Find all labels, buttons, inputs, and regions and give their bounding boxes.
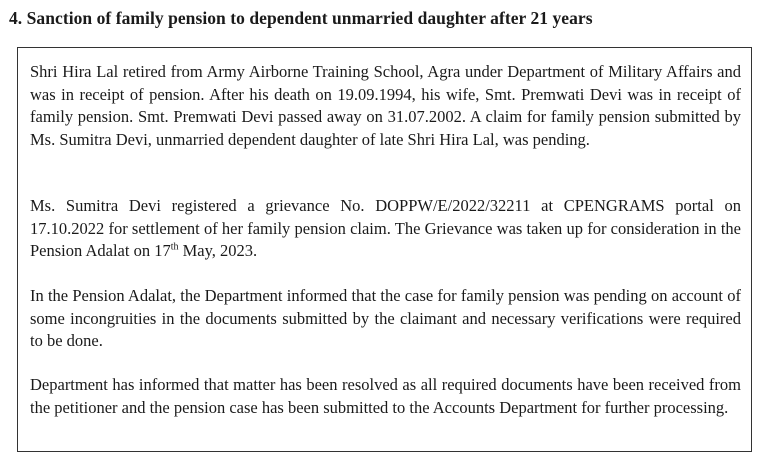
grievance-text: Ms. Sumitra Devi registered a grievance No. DOPPW/E/2022/32211 at CPENGRAMS portal on 17.10.2022 for settlement of her family pension claim. The Grievance was taken up for consideration in the Pension Adalat on 17 (30, 196, 741, 260)
case-background-paragraph: Shri Hira Lal retired from Army Airborne Training School, Agra under Department of Military Affairs and was in receipt of pension. After his death on 19.09.1994, his wife, Smt. Premwati Devi was in receipt of family pension. Smt. Premwati Devi passed away on 31.07.2002. A claim for family pension submitted by Ms. Sumitra Devi, unmarried dependent daughter of late Shri Hira Lal, was pending. (30, 62, 741, 149)
adalat-proceedings-paragraph: In the Pension Adalat, the Department informed that the case for family pension was pending on account of some incongruities in the documents submitted by the claimant and necessary verifications were required to be done. (30, 286, 741, 350)
case-details-box (17, 47, 752, 452)
ordinal-suffix: th (170, 241, 179, 253)
resolution-paragraph: Department has informed that matter has been resolved as all required documents have been received from the petitioner and the pension case has been submitted to the Accounts Department for further processing. (30, 375, 741, 417)
grievance-date-tail: May, 2023. (178, 241, 258, 260)
section-heading: 4. Sanction of family pension to dependent unmarried daughter after 21 years (9, 8, 593, 28)
grievance-registration-paragraph (30, 195, 741, 263)
